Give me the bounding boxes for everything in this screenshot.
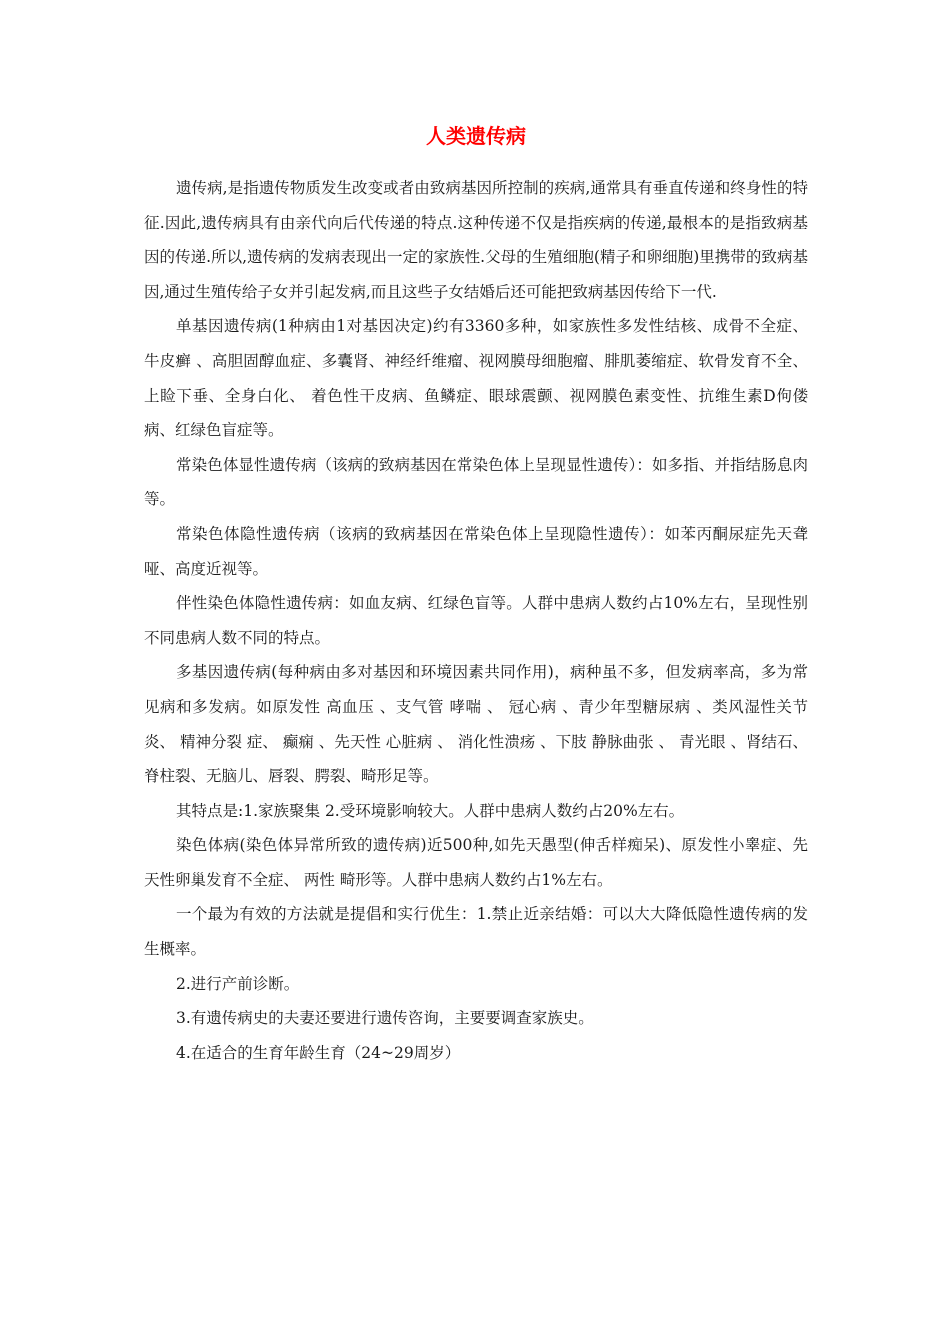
paragraph-chromosomal: 染色体病(染色体异常所致的遗传病)近500种,如先天愚型(伸舌样痴呆)、原发性小睾症、先天性卵巢发育不全症、 两性 畸形等。人群中患病人数约占1%左右。 [144,836,808,889]
paragraph-features: 其特点是:1.家族聚集 2.受环境影响较大。人群中患病人数约占20%左右。 [176,801,685,820]
paragraph-age: 4.在适合的生育年龄生育（24~29周岁） [176,1043,461,1062]
paragraph-single-gene: 单基因遗传病(1种病由1对基因决定)约有3360多种，如家族性多发性结核、成骨不全症、 牛皮癣 、高胆固醇血症、多囊肾、神经纤维瘤、视网膜母细胞瘤、腓肌萎缩症、软骨发育不全、上睑下垂、全身白化、 着色性干皮病、鱼鳞症、眼球震颤、视网膜色素变性、抗维生素D佝偻病、红绿色盲症等。 [144,317,808,440]
paragraph-autosomal-recessive: 常染色体隐性遗传病（该病的致病基因在常染色体上呈现隐性遗传）：如苯丙酮尿症先天聋哑、高度近视等。 [144,524,808,578]
paragraph-counseling: 3.有遗传病史的夫妻还要进行遗传咨询，主要要调查家族史。 [176,1009,594,1028]
paragraph-prevention: 一个最为有效的方法就是提倡和实行优生：1.禁止近亲结婚：可以大大降低隐性遗传病的发生概率。 [144,905,808,959]
paragraph-multi-gene: 多基因遗传病(每种病由多对基因和环境因素共同作用)，病种虽不多，但发病率高，多为常见病和多发病。如原发性 高血压 、支气管 哮喘 、 冠心病 、青少年型糖尿病 、类风湿性关节炎、 精神分裂 症、 癫痫 、先天性 心脏病 、 消化性溃疡 、下肢 静脉曲张 、 青光眼 、肾结石、脊柱裂、无脑儿、唇裂、腭裂、畸形足等。 [144,663,808,786]
document-title: 人类遗传病 [426,124,526,148]
paragraph-sex-linked: 伴性染色体隐性遗传病：如血友病、红绿色盲等。人群中患病人数约占10%左右，呈现性别不同患病人数不同的特点。 [144,594,808,647]
paragraph-intro: 遗传病,是指遗传物质发生改变或者由致病基因所控制的疾病,通常具有垂直传递和终身性的特征.因此,遗传病具有由亲代向后代传递的特点.这种传递不仅是指疾病的传递,最根本的是指致病基因的传递.所以,遗传病的发病表现出一定的家族性.父母的生殖细胞(精子和卵细胞)里携带的致病基因,通过生殖传给子女并引起发病,而且这些子女结婚后还可能把致病基因传给下一代. [144,179,808,301]
document-body [144,171,808,1070]
paragraph-autosomal-dominant: 常染色体显性遗传病（该病的致病基因在常染色体上呈现显性遗传）：如多指、并指结肠息肉等。 [144,455,808,509]
paragraph-prenatal: 2.进行产前诊断。 [176,974,300,993]
